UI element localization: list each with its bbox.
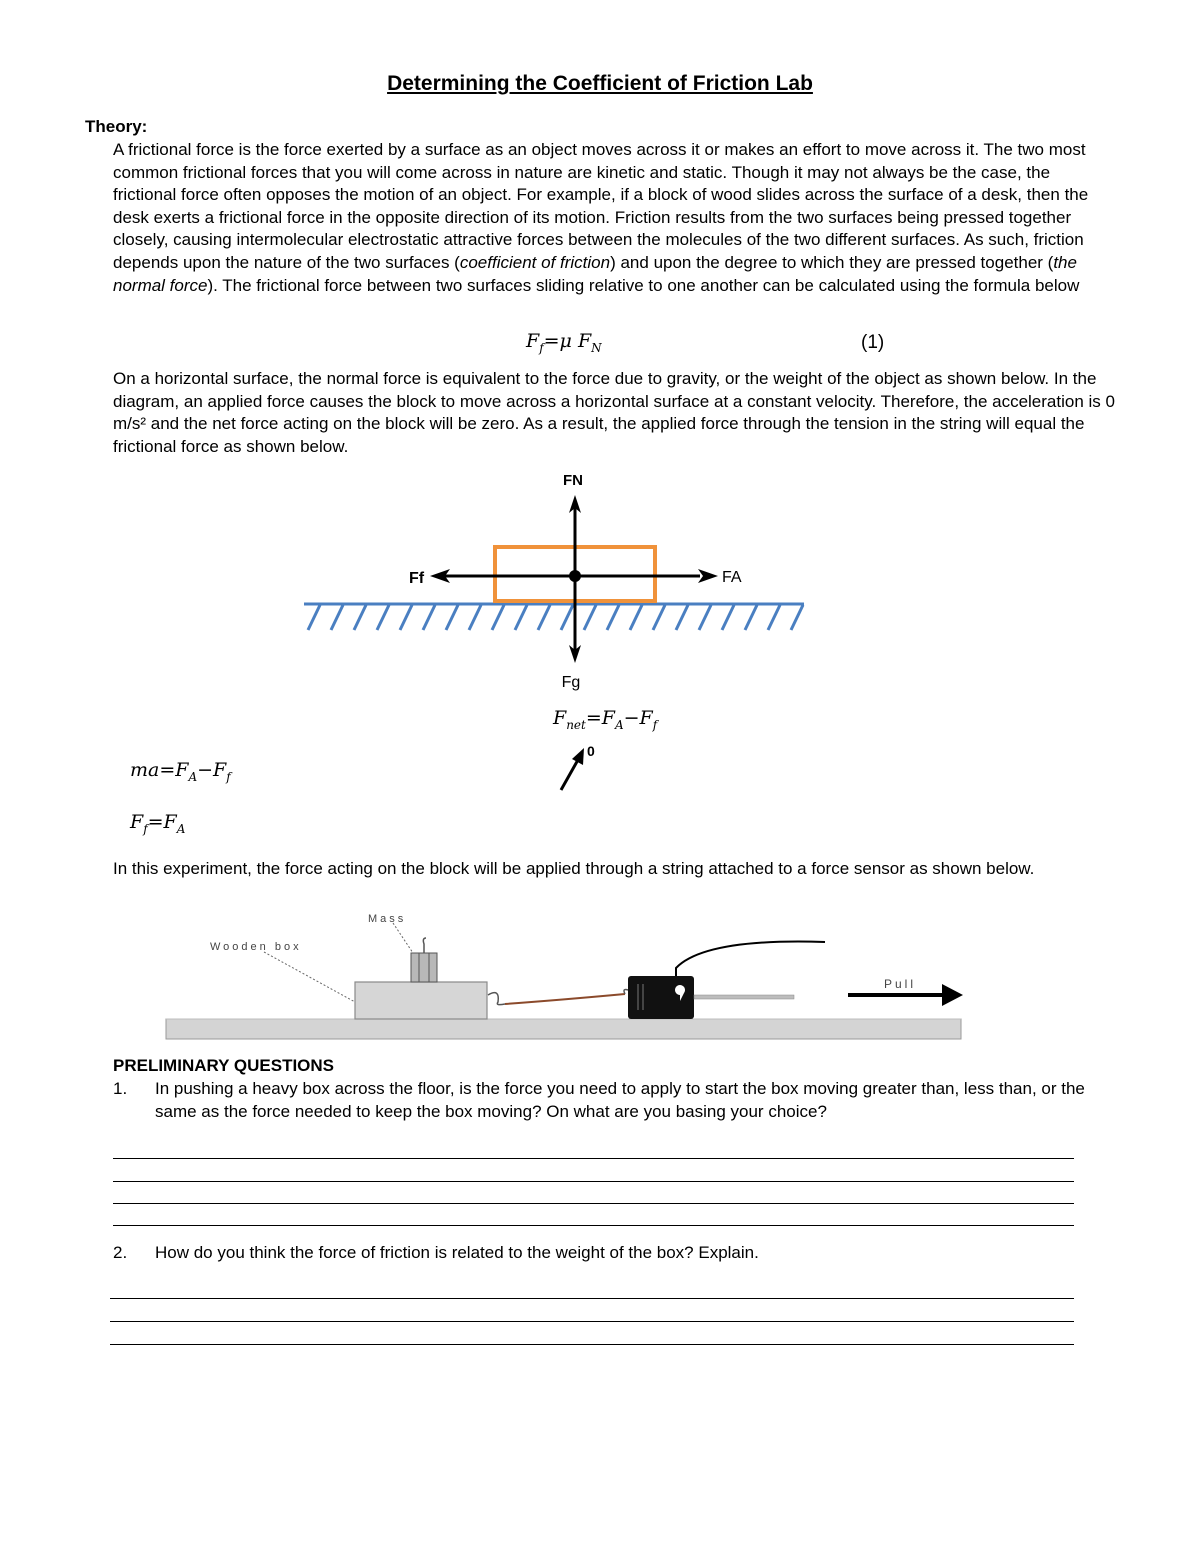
paragraph-text: ) and upon the degree to which they are pressed together ( [610, 252, 1054, 272]
equation-number: (1) [861, 332, 885, 353]
applied-arrowhead [698, 569, 718, 583]
wooden-box [355, 982, 487, 1019]
hatch-mark [538, 605, 550, 630]
apparatus-diagram [160, 900, 970, 1045]
question-2 [113, 1242, 1093, 1265]
theory-paragraph-2: On a horizontal surface, the normal force is equivalent to the force due to gravity, or the weight of the object as shown below. In the diagram, an applied force causes the block to move across a horizontal surface at a constant velocity. Therefore, the acceleration is 0 m/s² and the net force acting on the block will be zero. As a result, the applied force through the tension in the string will equal the frictional force as shown below. [113, 369, 1115, 456]
string [505, 994, 625, 1004]
center-point [569, 570, 581, 582]
question-number: 2. [113, 1243, 128, 1262]
hatch-mark [722, 605, 734, 630]
hatch-mark [446, 605, 458, 630]
question-text: In pushing a heavy box across the floor, is the force you need to apply to start the box moving greater than, less than, or the same as the force needed to keep the box moving? On what are you basing your choice? [155, 1079, 1085, 1121]
answer-line[interactable] [110, 1344, 1074, 1345]
sensor-rod [694, 995, 794, 999]
answer-line[interactable] [113, 1203, 1074, 1204]
hatch-mark [653, 605, 665, 630]
equation-1: $F_f=\mu$ $F_N$ [526, 330, 602, 355]
normal-force-label: FN [563, 472, 583, 489]
free-body-diagram [290, 465, 820, 695]
hatch-mark [791, 605, 803, 630]
mass-hook [423, 938, 426, 953]
hatch-mark [745, 605, 757, 630]
zero-pointer-arrow [552, 738, 612, 798]
box-label: Wooden box [210, 941, 302, 953]
theory-paragraph-1 [113, 139, 1118, 297]
answer-line[interactable] [113, 1158, 1074, 1159]
hatch-mark [331, 605, 343, 630]
hatch-mark [515, 605, 527, 630]
zero-label: 0 [587, 743, 595, 759]
hatch-mark [676, 605, 688, 630]
answer-line[interactable] [110, 1321, 1074, 1322]
ground-hatching [304, 604, 804, 630]
applied-label: FA [722, 569, 742, 586]
answer-line[interactable] [113, 1181, 1074, 1182]
italic-term: coefficient of friction [459, 252, 611, 272]
hatch-mark [492, 605, 504, 630]
question-text: How do you think the force of friction is related to the weight of the box? Explain. [155, 1243, 759, 1262]
theory-heading: Theory: [85, 117, 148, 136]
mass-weight [411, 953, 437, 982]
box-hook [488, 993, 505, 1005]
sensor-cable [676, 942, 825, 976]
ma-equation: $ma=F_A-F_f$ [130, 759, 231, 784]
hatch-mark [630, 605, 642, 630]
question-number: 1. [113, 1079, 128, 1098]
friction-label: Ff [409, 570, 425, 587]
page-title: Determining the Coefficient of Friction Lab [387, 72, 813, 95]
hatch-mark [561, 605, 573, 630]
hatch-mark [377, 605, 389, 630]
paragraph-text: ). The frictional force between two surfaces sliding relative to one another can be calculated using the formula below [207, 275, 1080, 295]
pull-label: Pull [884, 977, 917, 991]
answer-line[interactable] [113, 1225, 1074, 1226]
hatch-mark [400, 605, 412, 630]
hatch-mark [354, 605, 366, 630]
italic-term: the normal force [113, 252, 1077, 295]
equal-forces-equation: $F_f=F_A$ [130, 811, 186, 836]
paragraph-text: A frictional force is the force exerted by a surface as an object moves across it or makes an effort to move across it. The two most common frictional forces that you will come across in nature are kinetic and static. Though it may not always be the case, the frictional force often opposes the motion of an object. For example, if a block of wood slides across the surface of a desk, then the desk exerts a frictional force in the opposite direction of its motion. Friction results from the two surfaces being pressed together closely, causing intermolecular electrostatic attractive forces between the molecules of the two different surfaces. As such, friction depends upon the nature of the two surfaces ( [113, 140, 1089, 272]
hatch-mark [469, 605, 481, 630]
hatch-mark [699, 605, 711, 630]
sensor-hook [624, 990, 628, 995]
net-force-equation: $F_{net}=F_A-F_f$ [553, 707, 658, 732]
hatch-mark [768, 605, 780, 630]
mass-leader-line [393, 923, 413, 953]
hatch-mark [607, 605, 619, 630]
pull-arrowhead [942, 984, 963, 1006]
experiment-paragraph: In this experiment, the force acting on the block will be applied through a string attached to a force sensor as shown below. [113, 859, 1035, 878]
hatch-mark [584, 605, 596, 630]
table-surface [166, 1019, 961, 1039]
gravity-label: Fg [561, 674, 581, 691]
hatch-mark [423, 605, 435, 630]
answer-line[interactable] [110, 1298, 1074, 1299]
mass-label: Mass [368, 913, 407, 925]
box-leader-line [264, 952, 355, 1002]
preliminary-heading: PRELIMINARY QUESTIONS [113, 1056, 335, 1075]
question-1 [113, 1078, 1093, 1123]
hatch-mark [308, 605, 320, 630]
